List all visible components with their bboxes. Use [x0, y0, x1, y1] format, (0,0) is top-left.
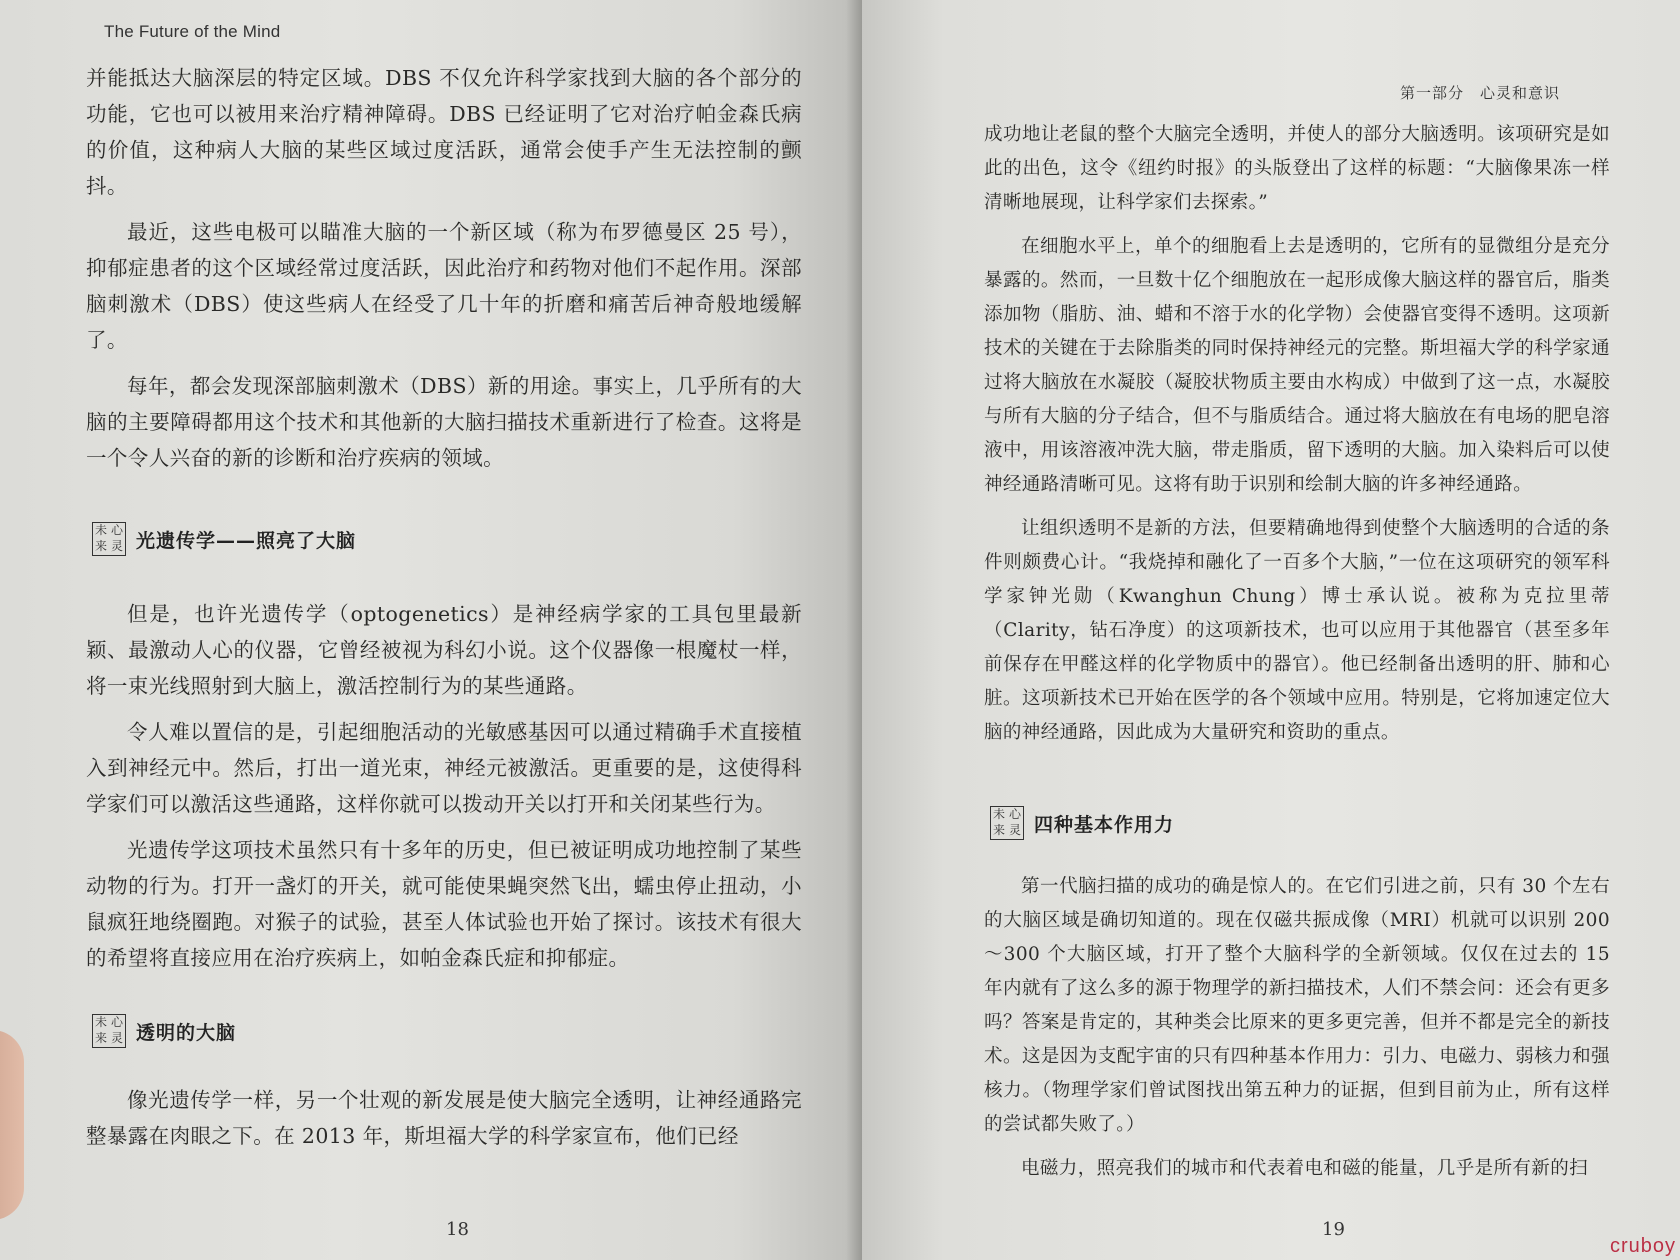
- section-heading-optogenetics: [92, 522, 802, 556]
- page-number-left: 18: [446, 1219, 469, 1240]
- right-page: [862, 0, 1680, 1260]
- paragraph: 令人难以置信的是，引起细胞活动的光敏感基因可以通过精确手术直接植入到神经元中。然后，打出一道光束，神经元被激活。更重要的是，这使得科学家们可以激活这些通路，这样你就可以拨动开关以打开和关闭某些行为。: [86, 720, 802, 816]
- paragraph: 第一代脑扫描的成功的确是惊人的。在它们引进之前，只有 30 个左右的大脑区域是确切知道的。现在仅磁共振成像（MRI）机就可以识别 200～300 个大脑区域，打开了整个大脑科学的全新领域。仅仅在过去的 15 年内就有了这么多的源于物理学的新扫描技术，人们不禁会问：还会有更多吗？答案是肯定的，其种类会比原来的更多更完善，但并不都是完全的新技术。这是因为支配宇宙的只有四种基本作用力：引力、电磁力、弱核力和强核力。（物理学家们曾试图找出第五种力的证据，但到目前为止，所有这样的尝试都失败了。）: [984, 876, 1610, 1135]
- section-heading-four-forces: [990, 806, 1610, 840]
- left-body-text: [86, 60, 802, 1154]
- future-mind-logo-icon: 未 心 来 灵: [92, 1014, 126, 1048]
- paragraph: 电磁力，照亮我们的城市和代表着电和磁的能量，几乎是所有新的扫: [1021, 1158, 1589, 1179]
- section-title: 四种基本作用力: [1034, 813, 1175, 836]
- paragraph: 最近，这些电极可以瞄准大脑的一个新区域（称为布罗德曼区 25 号），抑郁症患者的这个区域经常过度活跃，因此治疗和药物对他们不起作用。深部脑刺激术（DBS）使这些病人在经受了几十年的折磨和痛苦后神奇般地缓解了。: [86, 220, 802, 352]
- paragraph: 让组织透明不是新的方法，但要精确地得到使整个大脑透明的合适的条件则颇费心计。“我烧掉和融化了一百多个大脑，”一位在这项研究的领军科学家钟光勋（Kwanghun Chung）博士承认说。被称为克拉里蒂（Clarity，钻石净度）的这项新技术，也可以应用于其他器官（甚至多年前保存在甲醛这样的化学物质中的器官）。他已经制备出透明的肝、肺和心脏。这项新技术已开始在医学的各个领域中应用。特别是，它将加速定位大脑的神经通路，因此成为大量研究和资助的重点。: [984, 518, 1610, 743]
- paragraph: 像光遗传学一样，另一个壮观的新发展是使大脑完全透明，让神经通路完整暴露在肉眼之下。在 2013 年，斯坦福大学的科学家宣布，他们已经: [86, 1088, 802, 1148]
- section-title: 光遗传学——照亮了大脑: [136, 529, 357, 552]
- paragraph: 光遗传学这项技术虽然只有十多年的历史，但已被证明成功地控制了某些动物的行为。打开一盏灯的开关，就可能使果蝇突然飞出，蠕虫停止扭动，小鼠疯狂地绕圈跑。对猴子的试验，甚至人体试验也开始了探讨。该技术有很大的希望将直接应用在治疗疾病上，如帕金森氏症和抑郁症。: [86, 838, 802, 970]
- section-heading-transparent-brain: [92, 1014, 802, 1048]
- running-head-left: The Future of the Mind: [104, 22, 281, 41]
- future-mind-logo-icon: 未 心 来 灵: [92, 522, 126, 556]
- paragraph: 在细胞水平上，单个的细胞看上去是透明的，它所有的显微组分是充分暴露的。然而，一旦数十亿个细胞放在一起形成像大脑这样的器官后，脂类添加物（脂肪、油、蜡和不溶于水的化学物）会使器官变得不透明。这项新技术的关键在于去除脂类的同时保持神经元的完整。斯坦福大学的科学家通过将大脑放在水凝胶（凝胶状物质主要由水构成）中做到了这一点，水凝胶与所有大脑的分子结合，但不与脂质结合。通过将大脑放在有电场的肥皂溶液中，用该溶液冲洗大脑，带走脂质，留下透明的大脑。加入染料后可以使神经通路清晰可见。这将有助于识别和绘制大脑的许多神经通路。: [984, 236, 1610, 495]
- paragraph: 成功地让老鼠的整个大脑完全透明，并使人的部分大脑透明。该项研究是如此的出色，这令《纽约时报》的头版登出了这样的标题：“大脑像果冻一样清晰地展现，让科学家们去探索。”: [984, 124, 1610, 213]
- paragraph: 但是，也许光遗传学（optogenetics）是神经病学家的工具包里最新颖、最激动人心的仪器，它曾经被视为科幻小说。这个仪器像一根魔杖一样，将一束光线照射到大脑上，激活控制行为的某些通路。: [86, 602, 802, 698]
- section-title: 透明的大脑: [136, 1021, 237, 1044]
- watermark-text: cruboy: [1609, 1235, 1676, 1257]
- paragraph: 每年，都会发现深部脑刺激术（DBS）新的用途。事实上，几乎所有的大脑的主要障碍都用这个技术和其他新的大脑扫描技术重新进行了检查。这将是一个令人兴奋的新的诊断和治疗疾病的领域。: [86, 374, 802, 470]
- thumb-image: [0, 1030, 24, 1220]
- right-body-text: [984, 118, 1610, 1186]
- running-head-right: 第一部分 心灵和意识: [1399, 84, 1560, 102]
- paragraph: 并能抵达大脑深层的特定区域。DBS 不仅允许科学家找到大脑的各个部分的功能，它也可以被用来治疗精神障碍。DBS 已经证明了它对治疗帕金森氏病的价值，这种病人大脑的某些区域过度活跃，通常会使手产生无法控制的颤抖。: [86, 66, 802, 198]
- page-number-right: 19: [1322, 1219, 1345, 1240]
- future-mind-logo-icon: 未 心 来 灵: [990, 806, 1024, 840]
